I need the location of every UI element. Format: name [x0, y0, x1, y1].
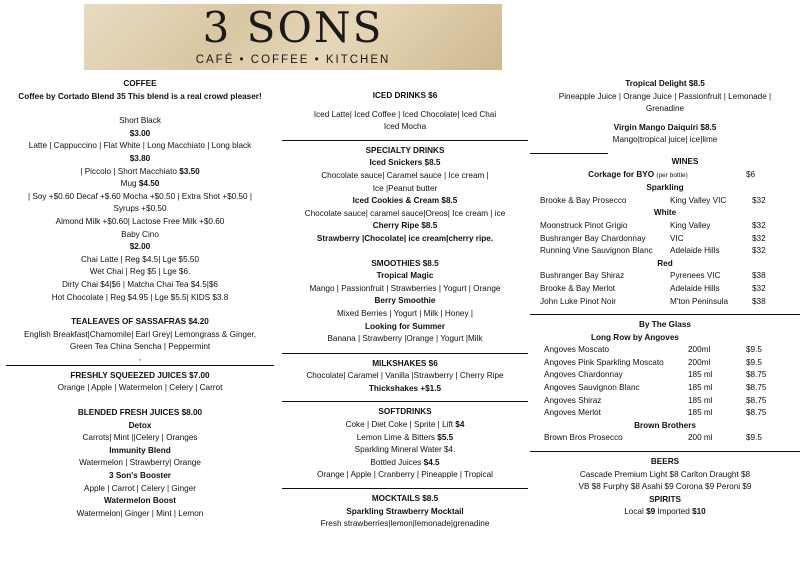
glass-vol: 185 ml [688, 383, 713, 393]
item-name: Detox [128, 420, 152, 430]
item-name: Tropical Delight $8.5 [625, 79, 705, 88]
menu-item: Hot Chocolate | Reg $4.95 | Lge $5.5| KIDS $3.8 [51, 292, 229, 302]
menu-item: Ice |Peanut butter [372, 183, 438, 193]
wine-region: Adelaide Hills [670, 246, 720, 256]
menu-item: Local $9 Imported $10 [624, 507, 706, 517]
wine-price: $38 [752, 271, 766, 281]
menu-item: Chocolate sauce| caramel sauce|Oreos| Ice cream | ice [304, 208, 506, 218]
section-title: WINES [671, 156, 699, 166]
wine-region: King Valley VIC [670, 195, 727, 205]
section-title: TEALEAVES OF SASSAFRAS $4.20 [71, 317, 209, 327]
glass-name: Brown Bros Prosecco [544, 433, 623, 443]
wine-name: Bushranger Bay Chardonnay [540, 233, 646, 243]
glass-vol: 200 ml [688, 433, 713, 443]
divider [282, 353, 528, 354]
wine-row [530, 220, 800, 233]
menu-item: Orange | Apple | Watermelon | Celery | Carrot [57, 383, 223, 393]
wine-price: $32 [752, 220, 766, 230]
section-title: SPECIALTY DRINKS [365, 145, 445, 155]
section-title: SPIRITS [649, 494, 681, 504]
item-name: 3 Son's Booster [108, 471, 171, 481]
glass-row [530, 432, 800, 445]
menu-item: Orange | Apple | Cranberry | Pineapple | Tropical [317, 470, 493, 480]
menu-item: Mango|tropical juice| ice|lime [612, 135, 718, 145]
glass-vol: 200ml [688, 357, 711, 367]
menu-item: Cascade Premium Light $8 Carlton Draught $8 [579, 469, 751, 479]
divider [530, 314, 800, 315]
wine-price: $38 [752, 296, 766, 306]
menu-item: Iced Latte| Iced Coffee | Iced Chocolate| Iced Chai [313, 109, 497, 119]
glass-name: Angoves Merlot [544, 408, 601, 418]
glass-price: $9.5 [746, 357, 762, 367]
section-subtitle: Long Row by Angoves [591, 332, 679, 342]
menu-item: Chocolate| Caramel | Vanilla |Strawberry | Cherry Ripe [306, 371, 504, 381]
item-name: Looking for Summer [364, 321, 446, 331]
section-title: ICED DRINKS $6 [372, 91, 438, 100]
glass-price: $9.5 [746, 345, 762, 355]
glass-row [530, 407, 800, 420]
menu-item: Apple | Carrot | Celery | Ginger [84, 483, 196, 493]
menu-item: Carrots| Mint ||Celery | Oranges [82, 433, 198, 443]
wine-category: Sparkling [646, 183, 684, 193]
wine-row [530, 245, 800, 258]
wine-name: John Luke Pinot Noir [540, 296, 617, 306]
glass-vol: 185 ml [688, 408, 713, 418]
glass-vol: 185 ml [688, 370, 713, 380]
glass-list [530, 344, 800, 420]
wine-name: Brooke & Bay Merlot [540, 283, 616, 293]
menu-column-wines [530, 78, 800, 519]
divider [530, 451, 800, 452]
menu-item: Watermelon| Ginger | Mint | Lemon [76, 508, 204, 518]
item-name: Immunity Blend [109, 445, 171, 455]
wine-region: Adelaide Hills [670, 283, 720, 293]
menu-item: Chai Latte | Reg $4.5| Lge $5.50 [80, 254, 200, 264]
wine-price: $32 [752, 246, 766, 256]
wine-category: Red [657, 258, 673, 268]
menu-item: | Soy +$0.60 Decaf +$.60 Mocha +$0.50 | Extra Shot +$0.50 | [28, 191, 252, 201]
price: $3.80 [129, 153, 151, 163]
section-title: COFFEE [123, 79, 157, 88]
wine-region: Pyrenees VIC [670, 271, 721, 281]
wine-row [530, 283, 800, 296]
menu-item: Mango | Passionfruit | Strawberries | Yogurt | Orange [309, 283, 501, 293]
section-title: BLENDED FRESH JUICES $8.00 [77, 408, 203, 418]
menu-item: Iced Mocha [383, 122, 427, 132]
glass-name: Angoves Sauvignon Blanc [544, 383, 640, 393]
glass-name: Angoves Chardonnay [544, 370, 623, 380]
wine-name: Moonstruck Pinot Grigio [540, 220, 628, 230]
menu-column-drinks [282, 78, 528, 531]
menu-item: Lemon Lime & Bitters $5.5 [356, 432, 454, 442]
glass-row [530, 382, 800, 395]
stray-comma: , [138, 352, 142, 362]
divider [6, 365, 274, 366]
price: $3.00 [129, 128, 151, 138]
glass-row [530, 395, 800, 408]
glass-vol: 200ml [688, 345, 711, 355]
header-banner [84, 4, 502, 70]
wine-price: $32 [752, 195, 766, 205]
section-title: SOFTDRINKS [378, 407, 432, 417]
glass-price: $9.5 [746, 433, 762, 443]
menu-item: Fresh strawberries|lemon|lemonade|grenadine [320, 519, 490, 529]
glass-row [530, 344, 800, 357]
item-name: Iced Snickers $8.5 [369, 158, 441, 168]
wine-list-sparkling [530, 195, 800, 208]
menu-item: Strawberry |Chocolate| ice cream|cherry ripe. [316, 233, 494, 243]
item-name: Cherry Ripe $8.5 [372, 221, 438, 231]
wine-row [530, 195, 800, 208]
wine-region: VIC [670, 233, 684, 243]
menu-item: Mug $4.50 [120, 179, 160, 189]
section-title: MOCKTAILS $8.5 [371, 494, 439, 504]
item-name: Sparkling Strawberry Mocktail [346, 506, 464, 516]
item-name: Virgin Mango Daiquiri $8.5 [613, 122, 717, 132]
glass-name: Angoves Moscato [544, 345, 610, 355]
divider [530, 153, 608, 154]
menu-item: Sparkling Mineral Water $4. [354, 445, 456, 455]
menu-item: Dirty Chai $4|$6 | Matcha Chai Tea $4.5|$6 [62, 279, 218, 289]
wine-list-white [530, 220, 800, 258]
wine-row [530, 270, 800, 283]
glass-price: $8.75 [746, 383, 767, 393]
glass-vol: 185 ml [688, 395, 713, 405]
glass-row [530, 357, 800, 370]
divider [282, 140, 528, 141]
divider [282, 488, 528, 489]
menu-item: Almond Milk +$0.60| Lactose Free Milk +$0.60 [55, 216, 225, 226]
menu-item: Bottled Juices $4.5 [370, 457, 440, 467]
menu-item: Latte | Cappuccino | Flat White | Long Macchiato | Long black [28, 141, 252, 151]
glass-name: Angoves Pink Sparkling Moscato [544, 357, 664, 367]
item-name: Thickshakes +$1.5 [368, 383, 442, 393]
menu-item: Syrups +$0.50 [113, 204, 167, 214]
glass-price: $8.75 [746, 395, 767, 405]
menu-column-coffee [6, 78, 274, 520]
glass-price: $8.75 [746, 408, 767, 418]
menu-item: | Piccolo | Short Macchiato $3.50 [80, 166, 200, 176]
menu-item: Coke | Diet Coke | Sprite | Lift $4 [345, 420, 465, 430]
wine-row [530, 296, 800, 309]
menu-item: Grenadine [645, 104, 685, 114]
wine-category: White [653, 208, 677, 218]
glass-name: Angoves Shiraz [544, 395, 602, 405]
section-title: BEERS [650, 457, 680, 467]
section-subtitle: Coffee by Cortado Blend 35 This blend is a real crowd pleaser! [18, 91, 262, 101]
item-name: Watermelon Boost [103, 496, 177, 506]
brand-tagline: CAFÉ • COFFEE • KITCHEN [195, 54, 391, 66]
menu-item: VB $8 Furphy $8 Asahi $9 Corona $9 Peroni $9 [578, 482, 752, 492]
wine-row [530, 233, 800, 246]
section-title: SMOOTHIES $8.5 [371, 258, 439, 268]
section-title: By The Glass [639, 320, 691, 330]
divider [282, 401, 528, 402]
wine-region: M'ton Peninsula [670, 296, 729, 306]
item-name: Berry Smoothie [374, 296, 436, 306]
menu-item: English Breakfast|Chamomile| Earl Grey| Lemongrass & Ginger, [23, 329, 257, 339]
menu-item: Mixed Berries | Yogurt | Milk | Honey | [337, 308, 473, 318]
byo-row: Corkage for BYO (per bottle) $6 [588, 169, 756, 179]
menu-item: Green Tea China Sencha | Peppermint [69, 342, 211, 352]
wine-name: Brooke & Bay Prosecco [540, 195, 627, 205]
menu-item: Pineapple Juice | Orange Juice | Passionfruit | Lemonade | [558, 91, 772, 101]
wine-price: $32 [752, 233, 766, 243]
item-name: Tropical Magic [376, 271, 434, 281]
brand-logo: 3 SONS [202, 3, 384, 52]
glass-price: $8.75 [746, 370, 767, 380]
menu-item: Banana | Strawberry |Orange | Yogurt |Milk [327, 334, 483, 344]
item-name: Iced Cookies & Cream $8.5 [352, 196, 458, 206]
section-title: FRESHLY SQUEEZED JUICES $7.00 [70, 370, 210, 380]
glass-row [530, 369, 800, 382]
wine-price: $32 [752, 283, 766, 293]
price: $2.00 [129, 242, 151, 252]
section-title: MILKSHAKES $6 [372, 358, 438, 368]
menu-item: Watermelon | Strawberry| Orange [79, 458, 201, 468]
menu-item: Short Black [119, 116, 161, 126]
menu-item: Baby Cino [121, 229, 159, 239]
wine-region: King Valley [670, 220, 711, 230]
menu-item: Wet Chai | Reg $5 | Lge $6. [89, 267, 191, 277]
wine-name: Bushranger Bay Shiraz [540, 271, 625, 281]
wine-name: Running Vine Sauvignon Blanc [540, 246, 653, 256]
menu-item: Chocolate sauce| Caramel sauce | Ice cream | [321, 170, 489, 180]
brown-list [530, 432, 800, 445]
wine-list-red [530, 270, 800, 308]
wine-category: Brown Brothers [634, 420, 696, 430]
